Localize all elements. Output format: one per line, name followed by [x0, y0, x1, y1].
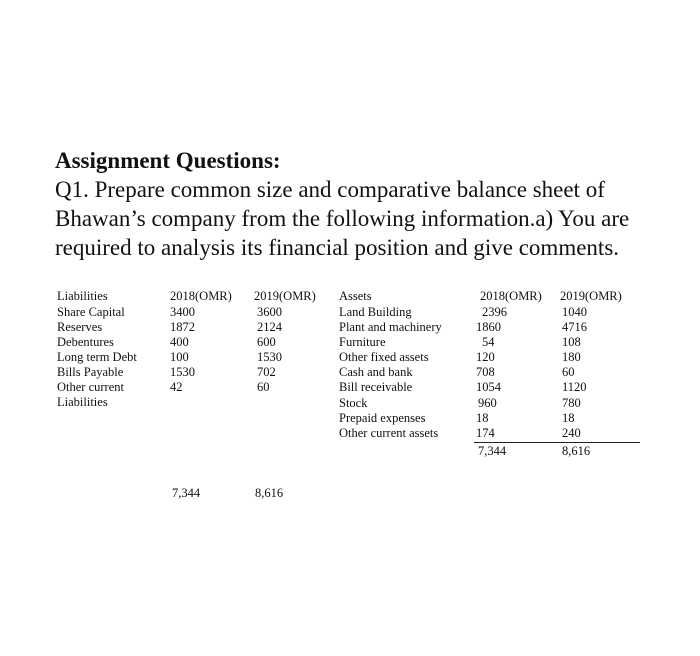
liability-name: Share Capital — [57, 305, 125, 319]
liabilities-total-2018: 7,344 — [172, 486, 201, 500]
liability-2019: 3600 — [257, 305, 282, 319]
liability-2018: 42 — [170, 380, 183, 394]
liability-2018: 100 — [170, 350, 189, 364]
assets-total-2018: 7,344 — [478, 444, 507, 458]
asset-name: Plant and machinery — [339, 320, 442, 334]
asset-2019: 1040 — [562, 305, 587, 319]
asset-2018: 960 — [478, 396, 497, 410]
question-line: required to analysis its financial position and give comments. — [55, 235, 620, 260]
liability-2018: 1872 — [170, 320, 195, 334]
liability-2018: 1530 — [170, 365, 195, 379]
asset-2019: 4716 — [562, 320, 587, 334]
question-line: Bhawan’s company from the following information.a) You are — [55, 206, 630, 231]
assignment-title: Assignment Questions: — [55, 148, 281, 173]
assets-2019-header: 2019(OMR) — [560, 289, 622, 303]
asset-2018: 54 — [482, 335, 495, 349]
liabilities-2019-header: 2019(OMR) — [254, 289, 316, 303]
asset-name: Furniture — [339, 335, 386, 349]
asset-name: Bill receivable — [339, 380, 413, 394]
asset-name: Other fixed assets — [339, 350, 429, 364]
asset-2019: 18 — [562, 411, 575, 425]
asset-2018: 18 — [476, 411, 489, 425]
liability-name: Liabilities — [57, 395, 108, 409]
liability-2019: 2124 — [257, 320, 282, 334]
liabilities-header: Liabilities — [57, 289, 108, 303]
asset-2018: 1054 — [476, 380, 501, 394]
asset-2019: 780 — [562, 396, 581, 410]
asset-2018: 120 — [476, 350, 495, 364]
asset-2019: 1120 — [562, 380, 587, 394]
asset-2019: 60 — [562, 365, 575, 379]
liability-2019: 702 — [257, 365, 276, 379]
liability-name: Long term Debt — [57, 350, 137, 364]
liabilities-2018-header: 2018(OMR) — [170, 289, 232, 303]
liability-name: Bills Payable — [57, 365, 124, 379]
asset-name: Other current assets — [339, 426, 439, 440]
asset-2018: 1860 — [476, 320, 501, 334]
assets-total-2019: 8,616 — [562, 444, 591, 458]
asset-name: Prepaid expenses — [339, 411, 426, 425]
assets-header: Assets — [339, 289, 372, 303]
total-rule — [474, 442, 640, 443]
asset-name: Cash and bank — [339, 365, 413, 379]
liability-2019: 600 — [257, 335, 276, 349]
asset-name: Land Building — [339, 305, 412, 319]
assets-2018-header: 2018(OMR) — [480, 289, 542, 303]
asset-2018: 174 — [476, 426, 495, 440]
question-line: Q1. Prepare common size and comparative balance sheet of — [55, 177, 605, 202]
liability-name: Reserves — [57, 320, 103, 334]
liability-name: Other current — [57, 380, 124, 394]
liability-2018: 400 — [170, 335, 189, 349]
asset-name: Stock — [339, 396, 368, 410]
liability-name: Debentures — [57, 335, 114, 349]
liability-2019: 60 — [257, 380, 270, 394]
liability-2019: 1530 — [257, 350, 282, 364]
asset-2019: 240 — [562, 426, 581, 440]
liability-2018: 3400 — [170, 305, 195, 319]
asset-2018: 2396 — [482, 305, 507, 319]
liabilities-total-2019: 8,616 — [255, 486, 284, 500]
asset-2019: 108 — [562, 335, 581, 349]
asset-2019: 180 — [562, 350, 581, 364]
asset-2018: 708 — [476, 365, 495, 379]
